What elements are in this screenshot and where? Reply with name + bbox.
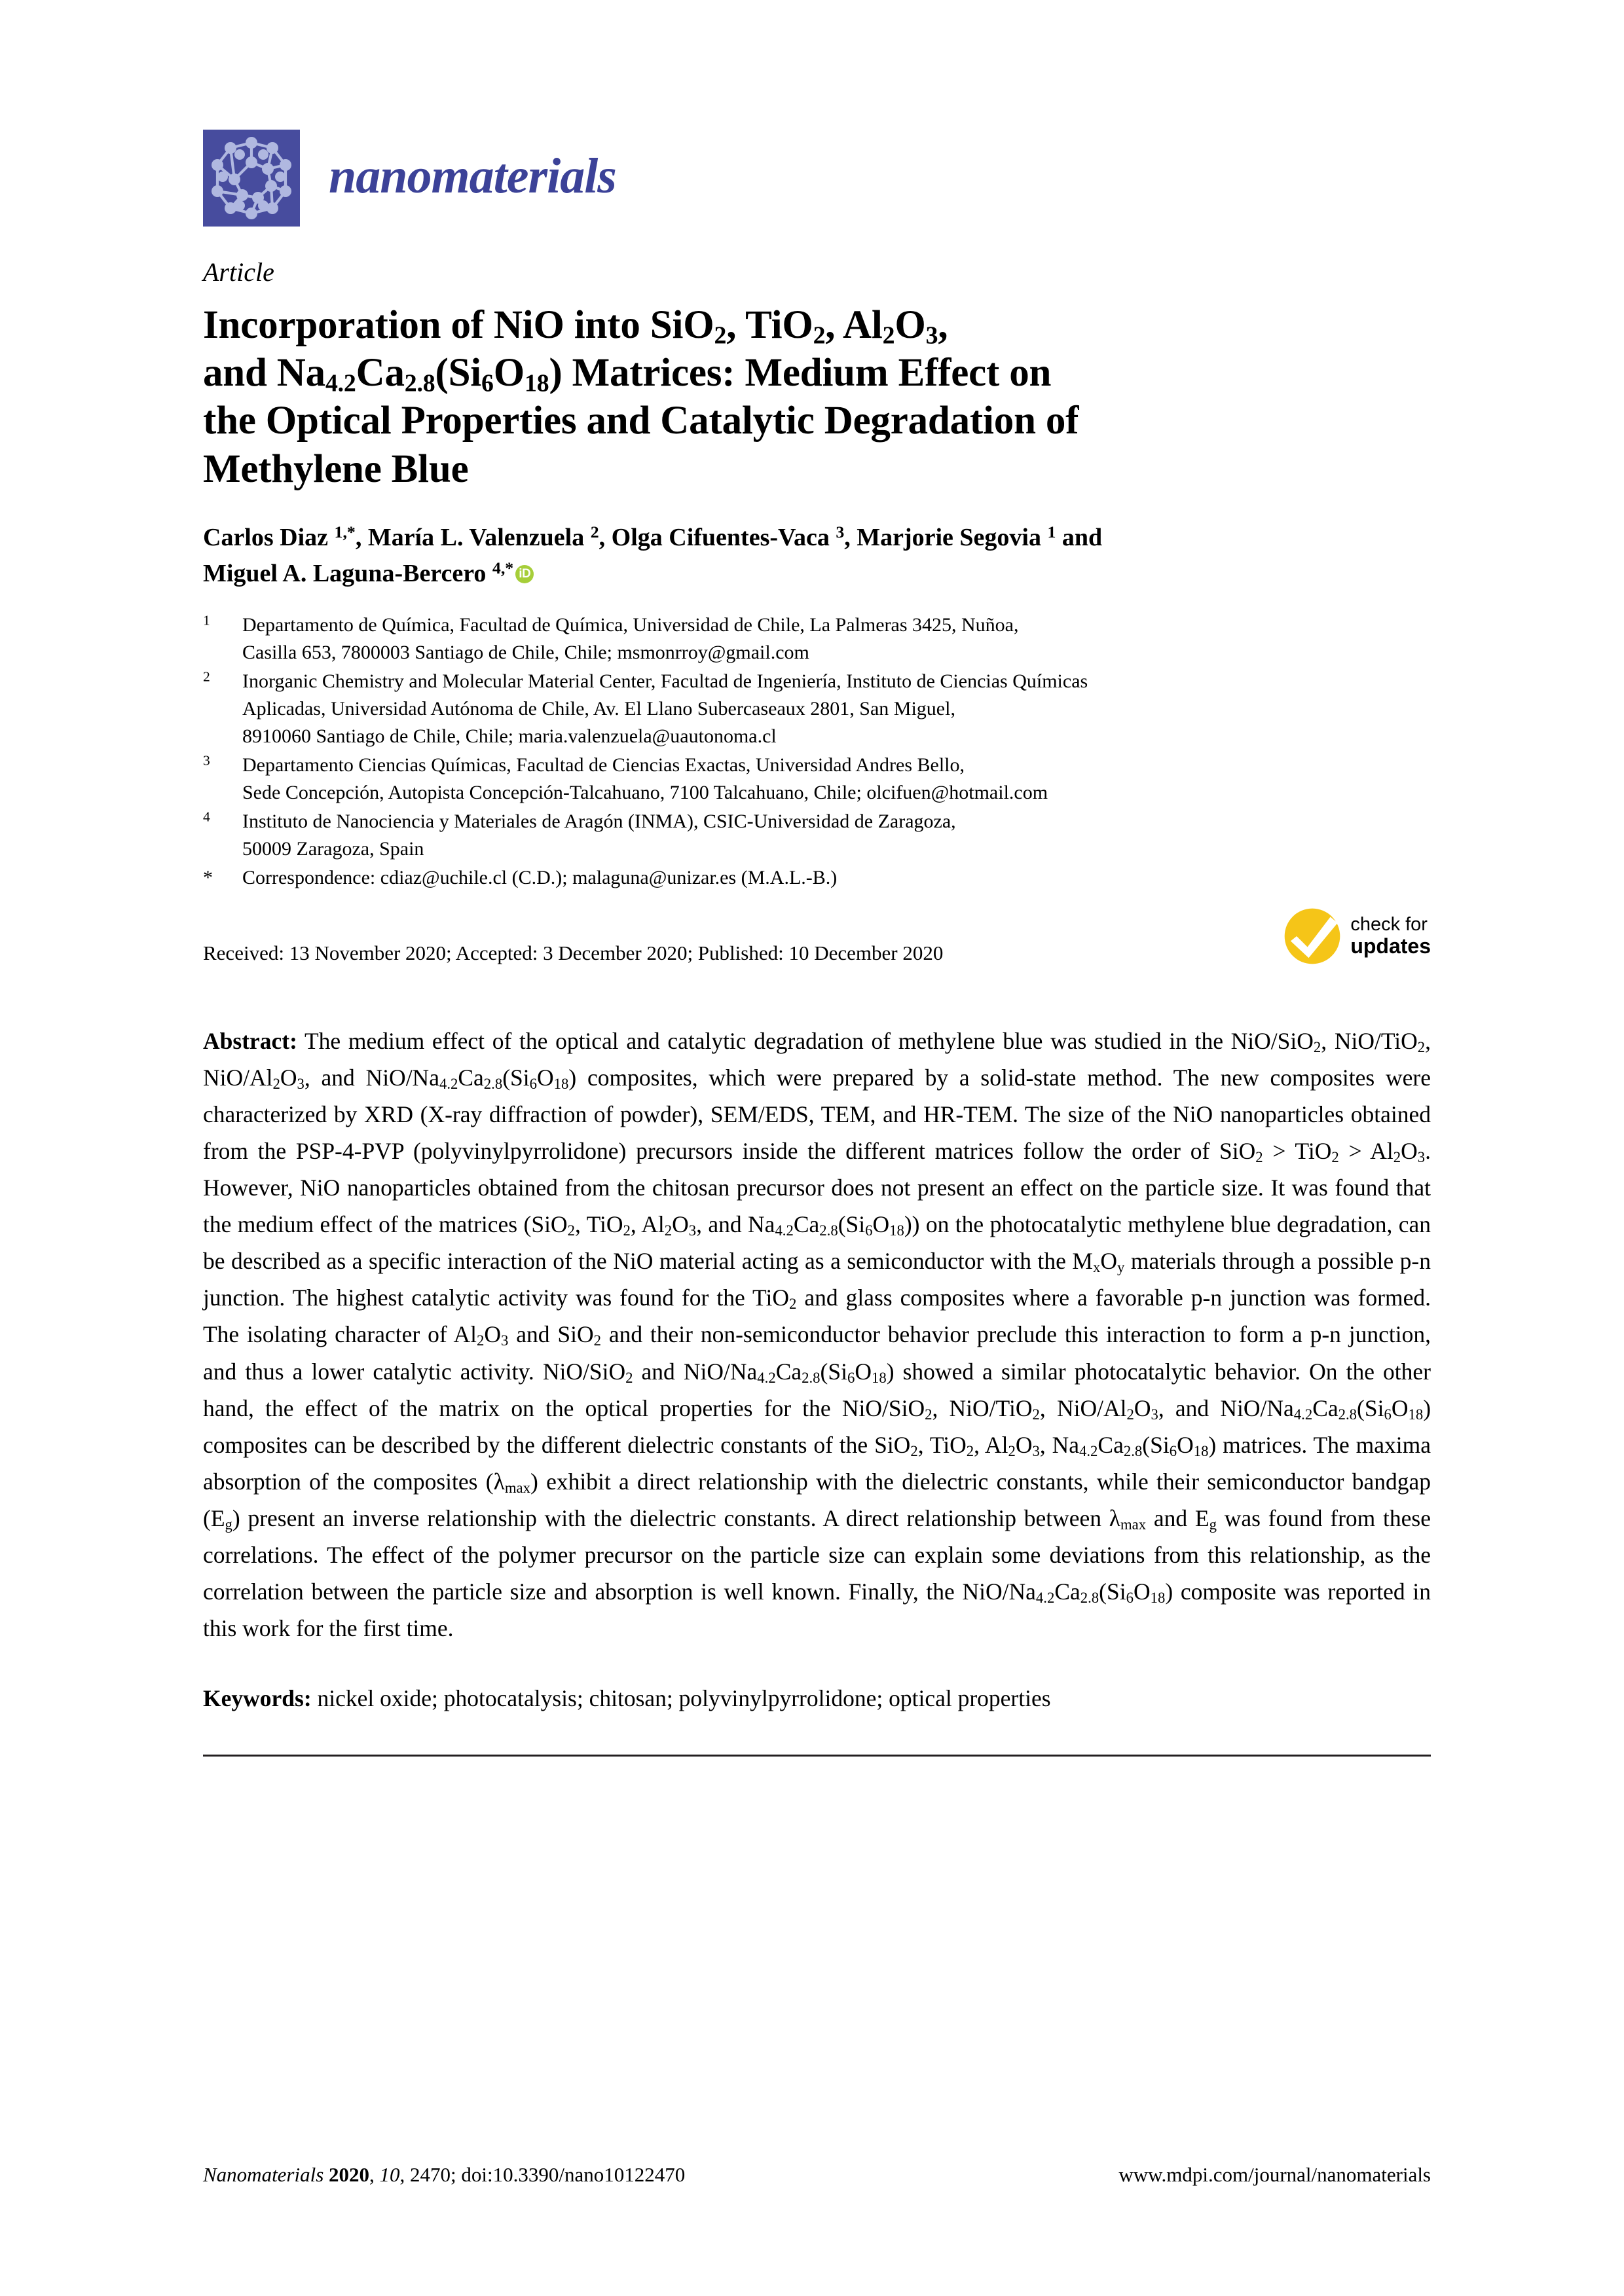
publication-dates-row — [203, 913, 1431, 986]
affiliation-marker: 4 — [203, 809, 210, 825]
article-type-label: Article — [203, 257, 274, 287]
affiliation-text: Departamento Ciencias Químicas, Facultad de Ciencias Exactas, Universidad Andres Bello, Sede Concepción, Autopista Concepción-Talcahuano, 7100 Talcahuano, Chile; olcifuen@hotmail.com — [242, 754, 1048, 803]
check-circle-icon — [1282, 906, 1342, 966]
affiliation-list — [203, 611, 1431, 892]
abstract-section — [203, 1023, 1431, 1647]
correspondence-marker: * — [203, 866, 213, 888]
correspondence-text: Correspondence: cdiaz@uchile.cl (C.D.); malaguna@unizar.es (M.A.L.-B.) — [242, 866, 838, 888]
keywords-label: Keywords: — [203, 1685, 312, 1712]
page-title — [203, 301, 1431, 493]
title-line: Methylene Blue — [203, 446, 469, 491]
journal-masthead — [203, 0, 1431, 228]
abstract-label: Abstract: — [203, 1027, 297, 1054]
affiliation-text: Departamento de Química, Facultad de Química, Universidad de Chile, La Palmeras 3425, Nuñoa, Casilla 653, 7800003 Santiago de Chile, Chile; msmonrroy@gmail.com — [242, 613, 1019, 663]
affiliation-text: Instituto de Nanociencia y Materiales de Aragón (INMA), CSIC-Universidad de Zaragoza, 50009 Zaragoza, Spain — [242, 810, 956, 860]
affiliation-item — [203, 668, 1431, 750]
orcid-icon[interactable]: iD — [515, 565, 534, 583]
footer-citation: Nanomaterials 2020, 10, 2470; doi:10.3390/nano10122470 — [203, 2163, 686, 2186]
affiliation-text: Inorganic Chemistry and Molecular Material Center, Facultad de Ingeniería, Instituto de Ciencias Químicas Aplicadas, Universidad Autónoma de Chile, Av. El Llano Subercaseaux 2801, San Miguel, 8910060 Santiago de Chile, Chile; maria.valenzuela@uautonoma.cl — [242, 670, 1088, 747]
title-line: Incorporation of NiO into SiO$_2$, TiO$_2$, $Al_2O_3$, — [203, 303, 948, 350]
keywords-section — [203, 1681, 1431, 1717]
author-list — [203, 520, 1431, 592]
author-line: Carlos Diaz $^{1,*}$, María L. Valenzuela $^2$, Olga Cifuentes-Vaca $^3$, Marjorie Segovia $^1$ and — [203, 522, 1103, 551]
title-line: and $Na_{4.2}Ca_{2.8}(Si_6O_{18})$ Matrices: Medium Effect on — [203, 351, 1052, 397]
title-line: the Optical Properties and Catalytic Degradation of — [203, 399, 1079, 443]
check-for-updates-badge[interactable] — [1282, 906, 1431, 966]
correspondence-item — [203, 864, 1431, 892]
journal-name: nanomaterials — [329, 149, 616, 204]
nanomaterials-logo-icon — [203, 130, 300, 227]
affiliation-item — [203, 808, 1431, 863]
keywords-text: nickel oxide; photocatalysis; chitosan; polyvinylpyrrolidone; optical properties — [311, 1685, 1051, 1712]
footer-journal-url[interactable]: www.mdpi.com/journal/nanomaterials — [1118, 2163, 1431, 2186]
check-for-updates-text: check for updates — [1350, 913, 1431, 958]
section-divider — [203, 1755, 1431, 1757]
author-line: Miguel A. Laguna-Bercero $^{4,*}$ iD — [203, 556, 1431, 592]
affiliation-item — [203, 752, 1431, 807]
publication-dates: Received: 13 November 2020; Accepted: 3 December 2020; Published: 10 December 2020 — [203, 941, 944, 964]
content-column — [203, 0, 1431, 1762]
affiliation-marker: 2 — [203, 668, 210, 685]
affiliation-marker: 3 — [203, 752, 210, 769]
affiliation-item — [203, 611, 1431, 666]
abstract-body: The medium effect of the optical and catalytic degradation of methylene blue was studied in the NiO/SiO$_2$, NiO/TiO$_2$, NiO/$Al_2O_3$, and NiO/$Na_{4.2}Ca_{2.8}(Si_6O_{18})$ composites, which were prepared by a solid-state method. The new composites were characterized by XRD (X-ray diffraction of powder), SEM/EDS, TEM, and HR-TEM. The size of the NiO nanoparticles obtained from the PSP-4-PVP (polyvinylpyrrolidone) precursors inside the different matrices follow the order of $SiO_2 > TiO_2 > Al_2O_3$. However, NiO nanoparticles obtained from the chitosan precursor does not present an effect on the particle size. It was found that the medium effect of the matrices (SiO$_2$, TiO$_2$, $Al_2O_3$, and $Na_{4.2}Ca_{2.8}(Si_6O_{18})$) on the photocatalytic methylene blue degradation, can be described as a specific interaction of the NiO material acting as a semiconductor with the $M_xO_y$ materials through a possible p-n junction. The highest catalytic activity was found for the TiO$_2$ and glass composites where a favorable p-n junction was formed. The isolating character of $Al_2O_3$ and SiO$_2$ and their non-semiconductor behavior preclude this interaction to form a p-n junction, and thus a lower catalytic activity. NiO/SiO$_2$ and NiO/$Na_{4.2}Ca_{2.8}(Si_6O_{18})$ showed a similar photocatalytic behavior. On the other hand, the effect of the matrix on the optical properties for the NiO/SiO$_2$, NiO/TiO$_2$, NiO/$Al_2O_3$, and NiO/$Na_{4.2}Ca_{2.8}(Si_6O_{18})$ composites can be described by the different dielectric constants of the SiO$_2$, TiO$_2$, $Al_2O_3$, $Na_{4.2}Ca_{2.8}(Si_6O_{18})$ matrices. The maxima absorption of the composites $(\lambda_{max})$ exhibit a direct relationship with the dielectric constants, while their semiconductor bandgap $(E_g)$ present an inverse relationship with the dielectric constants. A direct relationship between $\lambda_{max}$ and $E_g$ was found from these correlations. The effect of the polymer precursor on the particle size can explain some deviations from this relationship, as the correlation between the particle size and absorption is well known. Finally, the NiO/$Na_{4.2}Ca_{2.8}(Si_6O_{18})$ composite was reported in this work for the first time. — [203, 1027, 1431, 1642]
page-footer — [203, 2163, 1431, 2187]
affiliation-marker: 1 — [203, 612, 210, 629]
